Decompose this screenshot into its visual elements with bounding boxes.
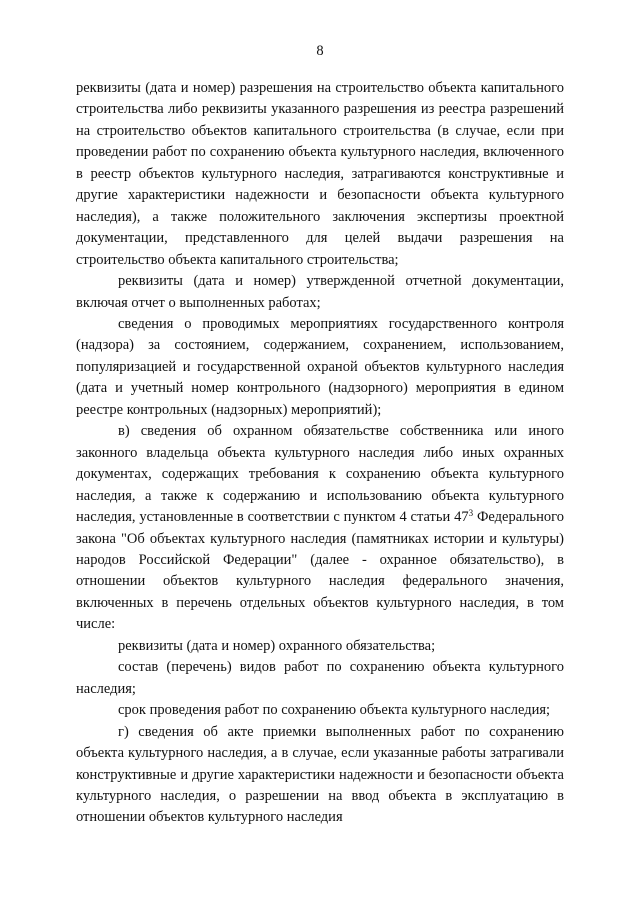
article-superscript: 3	[468, 508, 474, 519]
document-body	[76, 78, 564, 829]
paragraph-obligation-details: реквизиты (дата и номер) охранного обязательства;	[118, 637, 436, 654]
page-number: 8	[316, 43, 324, 59]
paragraph-item-v-protective-obligation	[76, 421, 564, 636]
paragraph-work-period: срок проведения работ по сохранению объекта культурного наследия;	[118, 702, 551, 719]
paragraph-state-control: сведения о проводимых мероприятиях государственного контроля (надзора) за состоянием, содержанием, сохранением, использованием, популяризацией и государственной охраной объектов культурного наследия (дата и учетный номер контрольного (надзорного) мероприятия в едином реестре контрольных (надзорных) мероприятий);	[76, 315, 564, 418]
paragraph-building-permit: реквизиты (дата и номер) разрешения на строительство объекта капитального строительства либо реквизиты указанного разрешения из реестра разрешений на строительство объектов капитального строительства (в случае, если при проведении работ по сохранению объекта культурного наследия, включенного в реестр объектов культурного наследия, затрагиваются конструктивные и другие характеристики надежности и безопасности объекта культурного наследия), а также положительного заключения экспертизы проектной документации, представленного для целей выдачи разрешения на строительство объекта капитального строительства;	[76, 80, 564, 268]
paragraph-item-g-acceptance-act: г) сведения об акте приемки выполненных работ по сохранению объекта культурного наследия, а в случае, если указанные работы затрагивали конструктивные и другие характеристики надежности и безопасности объекта культурного наследия, о разрешении на ввод объекта в эксплуатацию в отношении объектов культурного наследия	[76, 723, 564, 826]
paragraph-report-documentation: реквизиты (дата и номер) утвержденной отчетной документации, включая отчет о выполненных работах;	[76, 273, 564, 311]
paragraph-item-v-text-start: в) сведения об охранном обязательстве собственника или иного законного владельца объекта культурного наследия либо иных охранных документах, содержащих требования к сохранению объекта культурного наследия, а также к содержанию и использованию объекта культурного наследия, установленные в соответствии с пунктом 4 статьи 47	[76, 423, 564, 526]
paragraph-work-list: состав (перечень) видов работ по сохранению объекта культурного наследия;	[76, 659, 564, 697]
paragraph-item-v-text-end: Федерального закона "Об объектах культурного наследия (памятниках истории и культуры) народов Российской Федерации" (далее - охранное обязательство), в отношении объектов культурного наследия федерального значения, включенных в перечень отдельных объектов культурного наследия, в том числе:	[76, 509, 564, 633]
